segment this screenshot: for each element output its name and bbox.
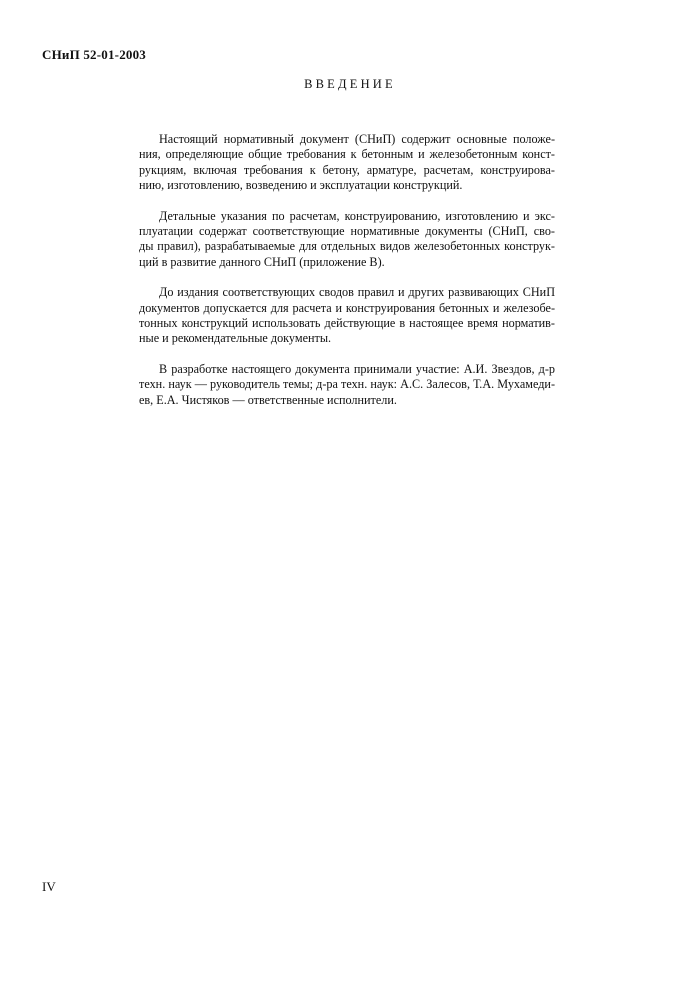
document-code: СНиП 52-01-2003 <box>42 47 147 62</box>
paragraph-line: плуатации содержат соответствующие нормативные документы (СНиП, сво- <box>139 224 555 239</box>
paragraph-line: документов допускается для расчета и конструирования бетонных и железобе- <box>139 300 555 315</box>
paragraph-transition <box>139 285 555 347</box>
paragraph-details <box>139 209 555 271</box>
paragraph-line: ций в развитие данного СНиП (приложение В). <box>139 254 385 269</box>
paragraph-line: рукциям, включая требования к бетону, арматуре, расчетам, конструирова- <box>139 162 555 177</box>
paragraph-line: ды правил), разрабатываемые для отдельных видов железобетонных конструк- <box>139 239 555 254</box>
section-title: ВВЕДЕНИЕ <box>304 77 396 91</box>
paragraph-line: ев, Е.А. Чистяков — ответственные исполнители. <box>139 392 397 407</box>
paragraph-line: До издания соответствующих сводов правил и других развивающих СНиП <box>159 285 555 300</box>
body-text <box>139 132 555 423</box>
paragraph-line: тонных конструкций использовать действующие в настоящее время норматив- <box>139 316 555 331</box>
paragraph-line: техн. наук — руководитель темы; д-ра техн. наук: А.С. Залесов, Т.А. Мухамеди- <box>139 377 555 392</box>
paragraph-line: ные и рекомендательные документы. <box>139 331 332 346</box>
paragraph-line: Настоящий нормативный документ (СНиП) содержит основные положе- <box>159 132 555 146</box>
paragraph-intro <box>139 132 555 194</box>
paragraph-line: ния, определяющие общие требования к бетонным и железобетонным конст- <box>139 147 555 162</box>
paragraph-line: В разработке настоящего документа принимали участие: А.И. Звездов, д-р <box>159 361 555 376</box>
paragraph-line: нию, изготовлению, возведению и эксплуатации конструкций. <box>139 178 463 193</box>
paragraph-authors <box>139 362 555 408</box>
paragraph-line: Детальные указания по расчетам, конструированию, изготовлению и экс- <box>159 208 555 223</box>
page-number: IV <box>42 879 56 894</box>
